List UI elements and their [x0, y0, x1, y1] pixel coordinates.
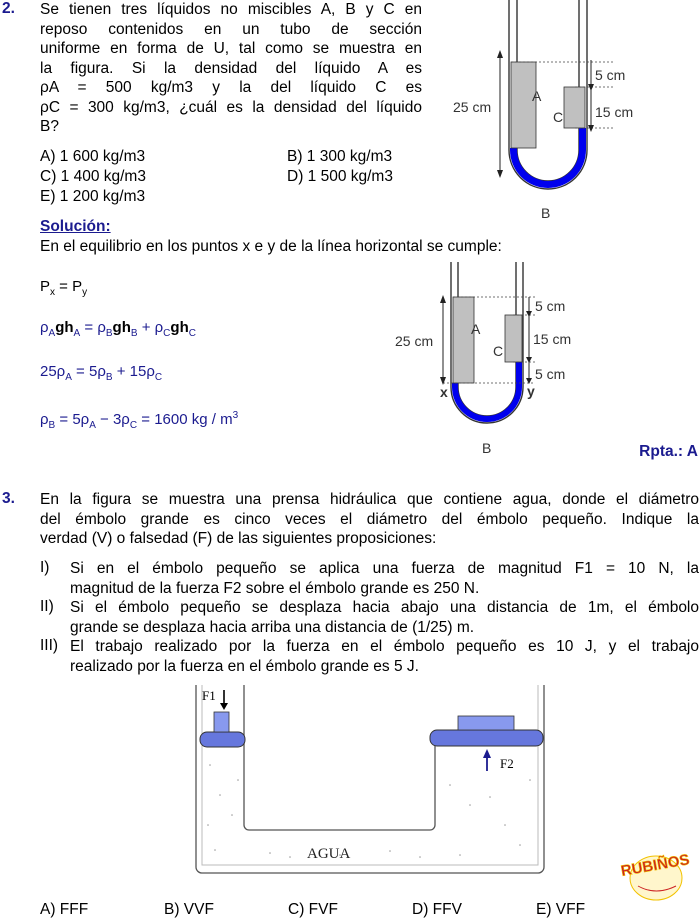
liquid-a-2 — [453, 297, 474, 383]
problem-2-statement — [40, 0, 422, 137]
dim2-15-label: 15 cm — [533, 331, 572, 347]
prop-1-line-2: magnitud de la fuerza F2 sobre el émbolo grande es 250 N. — [70, 579, 480, 597]
dim-25-arrow-top — [497, 50, 503, 58]
prop-2-num: II) — [40, 598, 54, 615]
prop-3 — [70, 637, 699, 676]
u-tube-figure — [445, 0, 695, 225]
dim-5-label: 5 cm — [595, 67, 626, 83]
prop-1-num: I) — [40, 559, 50, 576]
prop-2-line-1: Si el émbolo pequeño se desplaza hacia abajo una distancia de 1m, el émbolo — [70, 599, 699, 616]
p2-option-c: C) 1 400 kg/m3 — [40, 168, 146, 185]
p3-option-d: D) FFV — [412, 901, 462, 918]
dim2-25-arrow-top — [440, 295, 446, 303]
answer: Rpta.: A — [639, 443, 698, 460]
solution-title: Solución: — [40, 218, 111, 235]
p3-line-1: En la figura se muestra una prensa hidráulica que contiene agua, donde el diámetro — [40, 491, 699, 508]
dim-5-arrow — [588, 84, 594, 91]
prop-3-num: III) — [40, 637, 59, 654]
equation-2: $\rho_Agh_A = \rho_Bgh_B + \rho_Cgh_C$ — [40, 319, 196, 339]
dim-25-label: 25 cm — [453, 99, 492, 115]
large-piston-weight — [458, 716, 514, 730]
equation-3: $25\rho_A = 5\rho_B + 15\rho_C$ — [40, 363, 163, 383]
press-inner-outline — [202, 685, 538, 865]
dim-15-label: 15 cm — [595, 104, 634, 120]
hydraulic-press-figure — [190, 685, 550, 885]
p2-line-7: B? — [40, 118, 59, 135]
label2-a: A — [471, 321, 481, 337]
p2-line-6: ρC = 300 kg/m3, ¿cuál es la densidad del líquido — [40, 98, 422, 116]
liquid-c — [564, 87, 585, 128]
p2-line-2: reposo contenidos en un tubo de sección — [40, 20, 422, 38]
p3-option-e: E) VFF — [536, 901, 586, 918]
dim2-5-bottom-label: 5 cm — [535, 366, 566, 382]
label-b: B — [541, 205, 551, 221]
small-piston-weight — [214, 712, 229, 732]
p2-option-d: D) 1 500 kg/m3 — [287, 168, 393, 185]
label2-b: B — [482, 440, 492, 456]
p2-line-1: Se tienen tres líquidos no miscibles A, B y C en — [40, 1, 422, 18]
solution-intro: En el equilibrio en los puntos x e y de la línea horizontal se cumple: — [40, 238, 502, 255]
prop-1 — [70, 559, 699, 598]
press-inner-wall — [244, 685, 435, 830]
dim-15-arrow — [588, 125, 594, 132]
label2-c: C — [493, 343, 504, 359]
p2-line-4: la figura. Si la densidad del líquido A es — [40, 59, 422, 77]
problem-2-number: 2. — [2, 0, 15, 17]
problem-3-number: 3. — [2, 490, 15, 507]
p2-option-e: E) 1 200 kg/m3 — [40, 188, 146, 205]
dim2-5-top-label: 5 cm — [535, 298, 566, 314]
p3-line-2: del émbolo grande es cinco veces el diámetro del émbolo pequeño. Indique la — [40, 510, 699, 528]
f1-label: F1 — [202, 688, 216, 703]
prop-1-line-1: Si en el émbolo pequeño se aplica una fuerza de magnitud F1 = 10 N, la — [70, 560, 699, 577]
label-a: A — [532, 88, 542, 104]
p3-option-b: B) VVF — [164, 901, 214, 918]
f1-arrow-head — [220, 703, 228, 710]
prop-2 — [70, 598, 699, 637]
prop-3-line-2: realizado por la fuerza en el émbolo grande es 5 J. — [70, 657, 419, 675]
small-piston — [200, 732, 245, 747]
dim-25-arrow-bottom — [497, 170, 503, 178]
dim2-25-label: 25 cm — [395, 333, 434, 349]
p2-option-b: B) 1 300 kg/m3 — [287, 148, 393, 165]
prop-2-line-2: grande se desplaza hacia arriba una distancia de (1/25) m. — [70, 618, 475, 636]
logo-text: RUBIÑOS — [620, 851, 691, 880]
dim2-arrow-1 — [526, 311, 532, 317]
equation-1: $P_x = P_y$ — [40, 278, 88, 298]
water-speckles — [207, 764, 531, 858]
p3-line-3: verdad (V) o falsedad (F) de las siguientes proposiciones: — [40, 530, 437, 547]
f2-arrow-head — [483, 749, 491, 758]
p2-option-a: A) 1 600 kg/m3 — [40, 148, 146, 165]
p2-line-3: uniforme en forma de U, tal como se muestra en — [40, 40, 422, 57]
prop-3-line-1: El trabajo realizado por la fuerza en el émbolo pequeño es 10 J, y el trabajo — [70, 638, 699, 655]
rubinos-logo — [620, 838, 692, 910]
label-y: y — [527, 383, 535, 399]
large-piston — [430, 730, 543, 746]
water-label: AGUA — [307, 846, 351, 862]
p3-option-a: A) FFF — [40, 901, 89, 918]
label-c: C — [553, 109, 564, 125]
liquid-c-2 — [505, 315, 522, 362]
problem-3-statement — [40, 490, 699, 549]
f2-label: F2 — [500, 756, 514, 771]
p3-option-c: C) FVF — [288, 901, 338, 918]
u-tube-solution-figure — [385, 262, 625, 462]
press-outer-wall — [196, 685, 544, 873]
label-x: x — [440, 384, 448, 400]
p2-line-5: ρA = 500 kg/m3 y la del líquido C es — [40, 79, 422, 96]
liquid-a — [511, 62, 536, 148]
equation-4: $\rho_B = 5\rho_A - 3\rho_C = 1600$ kg / $m^3$ — [40, 410, 239, 431]
